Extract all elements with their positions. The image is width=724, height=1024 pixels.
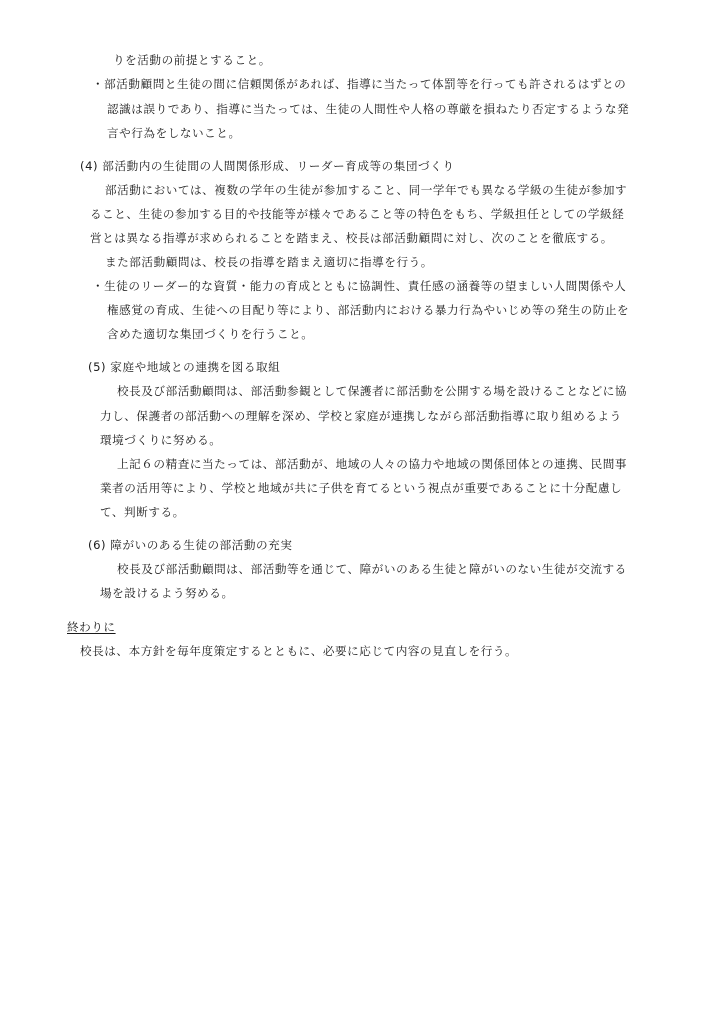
section4-para1-line-3: 営とは異なる指導が求められることを踏まえ、校長は部活動顧問に対し、次のことを徹底する。 [90, 231, 613, 245]
section4-para1-line-1: 部活動においては、複数の学年の生徒が参加すること、同一学年でも異なる学級の生徒が参加す [105, 183, 628, 197]
section5-para2-line-2: 業者の活用等により、学校と地域が共に子供を育てるという視点が重要であることに十分配慮し [100, 481, 623, 495]
section4-para1-line-4: また部活動顧問は、校長の指導を踏まえ適切に指導を行う。 [105, 255, 433, 269]
closing-line: 校長は、本方針を毎年度策定するとともに、必要に応じて内容の見直しを行う。 [80, 644, 518, 658]
section5-para2-line-3: て、判断する。 [100, 505, 185, 519]
section5-para1-line-2: 力し、保護者の部活動への理解を深め、学校と家庭が連携しながら部活動指導に取り組めるよう [100, 409, 622, 423]
section6-title: (6) 障がいのある生徒の部活動の充実 [88, 538, 293, 552]
section6-para1-line-1: 校長及び部活動顧問は、部活動等を通じて、障がいのある生徒と障がいのない生徒が交流する [117, 562, 627, 576]
section5-para2-line-1: 上記６の精査に当たっては、部活動が、地域の人々の協力や地域の関係団体との連携、民間事 [117, 457, 628, 471]
closing-heading: 終わりに [67, 620, 116, 634]
bullet-discipline-line-3: 言や行為をしないこと。 [107, 126, 241, 140]
section5-para1-line-3: 環境づくりに努める。 [100, 433, 222, 447]
section6-para1-line-2: 場を設けるよう努める。 [100, 586, 234, 600]
continuation-line: りを活動の前提とすること。 [113, 53, 271, 67]
section4-bullet-line-2: 権感覚の育成、生徒への目配り等により、部活動内における暴力行為やいじめ等の発生の防止を [107, 303, 630, 317]
section4-bullet-line-3: 含めた適切な集団づくりを行うこと。 [107, 327, 314, 341]
bullet-discipline-line-2: 認識は誤りであり、指導に当たっては、生徒の人間性や人格の尊厳を損ねたり否定するような発 [107, 102, 630, 116]
section4-para1-line-2: ること、生徒の参加する目的や技能等が様々であること等の特色をもち、学級担任としての学級経 [90, 207, 625, 221]
section4-title: (4) 部活動内の生徒間の人間関係形成、リーダー育成等の集団づくり [80, 159, 455, 173]
section4-bullet-line-1: ・生徒のリーダー的な資質・能力の育成とともに協調性、責任感の涵養等の望ましい人間関係や人 [92, 279, 627, 293]
section5-title: (5) 家庭や地域との連携を図る取組 [88, 360, 281, 374]
bullet-discipline-line-1: ・部活動顧問と生徒の間に信頼関係があれば、指導に当たって体罰等を行っても許されるはずとの [92, 77, 627, 91]
section5-para1-line-1: 校長及び部活動顧問は、部活動参観として保護者に部活動を公開する場を設けることなどに協 [117, 384, 628, 398]
